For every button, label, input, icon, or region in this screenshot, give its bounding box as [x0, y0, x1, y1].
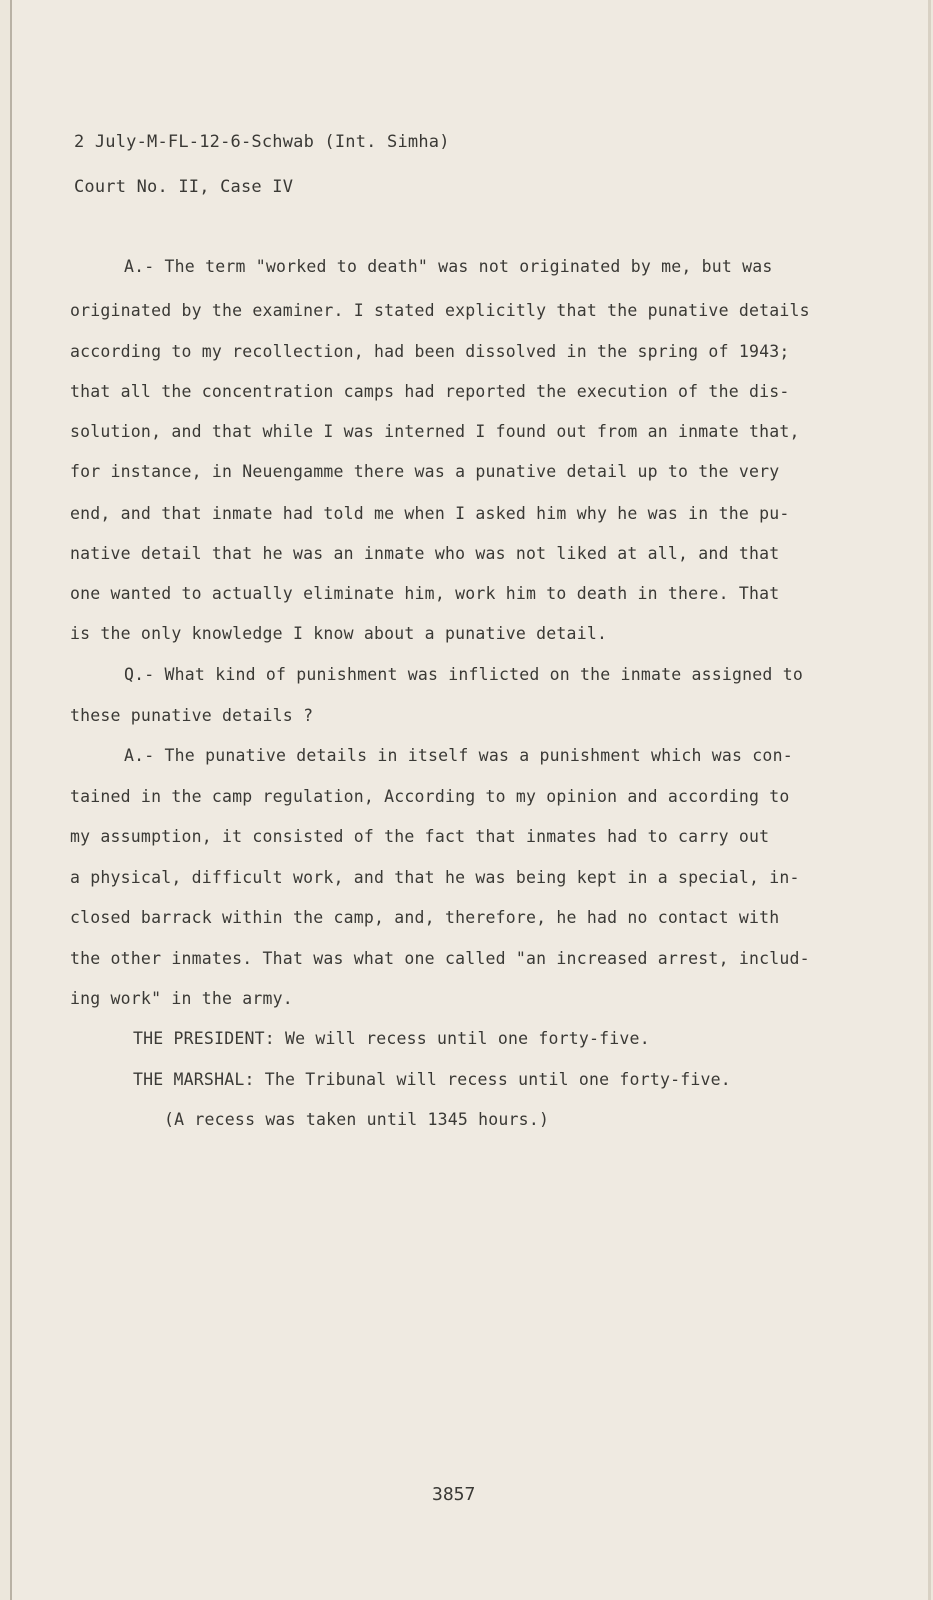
answer-line: a physical, difficult work, and that he was being kept in a special, in-: [70, 868, 800, 887]
answer-line: for instance, in Neuengamme there was a punative detail up to the very: [70, 462, 780, 481]
question-line: Q.- What kind of punishment was inflicted on the inmate assigned to: [124, 665, 803, 684]
answer-line: originated by the examiner. I stated explicitly that the punative details: [70, 301, 810, 320]
answer-line: according to my recollection, had been dissolved in the spring of 1943;: [70, 342, 790, 361]
answer-line: tained in the camp regulation, According to my opinion and according to: [70, 787, 790, 806]
answer-line: ing work" in the army.: [70, 989, 293, 1008]
answer-line: native detail that he was an inmate who was not liked at all, and that: [70, 544, 780, 563]
answer-line: one wanted to actually eliminate him, work him to death in there. That: [70, 584, 780, 603]
page-edge: [928, 0, 931, 1600]
answer-line: solution, and that while I was interned I found out from an inmate that,: [70, 422, 800, 441]
answer-line: the other inmates. That was what one called "an increased arrest, includ-: [70, 949, 810, 968]
answer-line: is the only knowledge I know about a punative detail.: [70, 624, 608, 643]
president-statement: THE PRESIDENT: We will recess until one forty-five.: [133, 1029, 650, 1048]
answer-line: A.- The term "worked to death" was not originated by me, but was: [124, 257, 773, 276]
answer-line: my assumption, it consisted of the fact that inmates had to carry out: [70, 827, 770, 846]
question-line: these punative details ?: [70, 706, 314, 725]
court-header: Court No. II, Case IV: [74, 177, 294, 197]
answer-line: end, and that inmate had told me when I asked him why he was in the pu-: [70, 504, 790, 523]
document-page: [10, 0, 931, 1600]
answer-line: A.- The punative details in itself was a punishment which was con-: [124, 746, 793, 765]
marshal-statement: THE MARSHAL: The Tribunal will recess until one forty-five.: [133, 1070, 731, 1089]
page-number: 3857: [432, 1484, 476, 1505]
session-header: 2 July-M-FL-12-6-Schwab (Int. Simha): [74, 132, 450, 152]
answer-line: that all the concentration camps had reported the execution of the dis-: [70, 382, 790, 401]
answer-line: closed barrack within the camp, and, therefore, he had no contact with: [70, 908, 780, 927]
recess-note: (A recess was taken until 1345 hours.): [164, 1110, 550, 1129]
